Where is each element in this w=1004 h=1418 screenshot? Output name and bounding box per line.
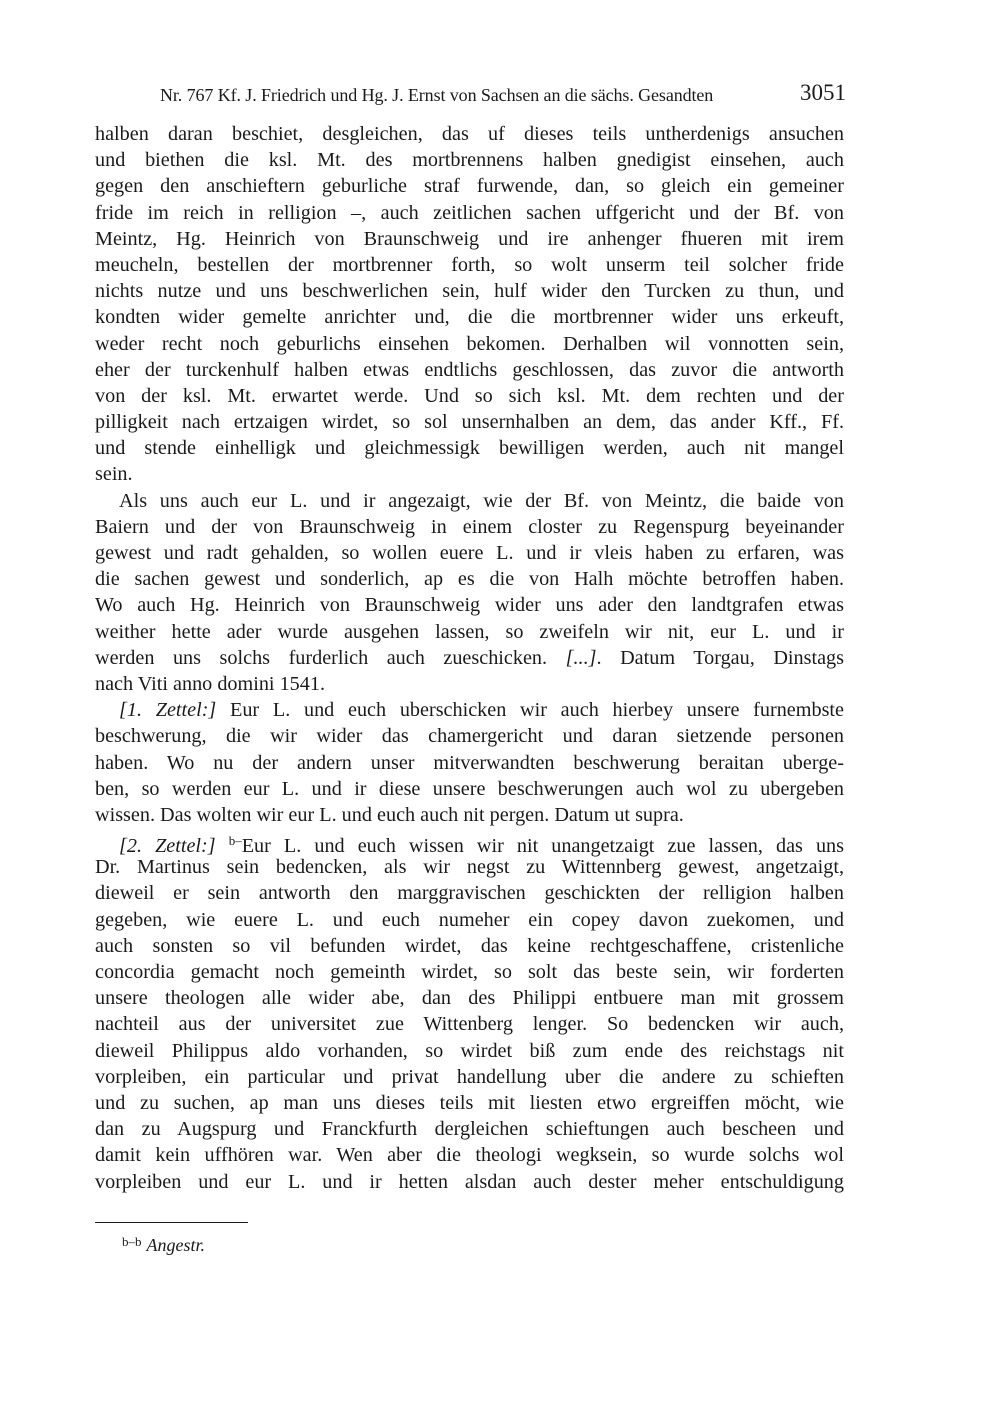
text-line: nach Viti anno domini 1541.: [95, 672, 325, 695]
paragraph-1: [95, 121, 844, 488]
running-title: Nr. 767 Kf. J. Friedrich und Hg. J. Ernst von Sachsen an die sächs. Gesandten: [160, 85, 714, 105]
text-line: wissen. Das wolten wir eur L. und euch auch nit pergen. Datum ut supra.: [95, 803, 684, 826]
text-line: nichts nutze und uns beschwerlichen sein, hulf wider den Turcken zu thun, und: [95, 280, 844, 303]
text-line: die sachen gewest und sonderlich, ap es die von Halh möchte betroffen haben.: [95, 568, 844, 591]
text-line: sein.: [95, 463, 133, 486]
text-line: Als uns auch eur L. und ir angezaigt, wie der Bf. von Meintz, die baide von: [119, 489, 844, 512]
text-line: pilligkeit nach ertzaigen wirdet, so sol unsernhalben an dem, das ander Kff., Ff.: [95, 411, 844, 434]
text-line: ben, so werden eur L. und ir diese unsere beschwerungen auch wol zu ubergeben: [95, 777, 844, 800]
zettel-label: [1. Zettel:]: [119, 699, 217, 722]
paragraph-zettel-1: [95, 697, 844, 828]
text-line: [95, 697, 844, 723]
text-line: beschwerung, die wir wider das chamergericht und daran sietzende personen: [95, 725, 844, 748]
text-line: dieweil Philippus aldo vorhanden, so wirdet biß zum ende des reichstags nit: [95, 1039, 844, 1062]
text-line: Baiern und der von Braunschweig in einem closter zu Regenspurg beyeinander: [95, 515, 844, 538]
text-line: und biethen die ksl. Mt. des mortbrennens halben gnedigist einsehen, auch: [95, 149, 844, 172]
text-line: gewest und radt gehalden, so wollen euere L. und ir vleis haben zu erfaren, was: [95, 542, 844, 564]
text-segment: Eur L. und euch uberschicken wir auch hierbey unsere furnembste: [216, 699, 844, 722]
text-line: vorpleiben, ein particular und privat handellung uber die andere zu schieften: [95, 1065, 844, 1088]
text-line: [95, 645, 844, 671]
text-line: weder recht noch geburlichs einsehen bekomen. Derhalben wil vonnotten sein,: [95, 332, 844, 355]
text-line: Meintz, Hg. Heinrich von Braunschweig und ire anhenger fhueren mit irem: [95, 227, 844, 250]
footnote-mark: b–b: [122, 1234, 142, 1249]
editorial-omission: [...]: [565, 646, 597, 669]
text-line: und stende einhelligk und gleichmessigk bewilligen werden, auch nit mangel: [95, 437, 844, 460]
text-line: fride im reich in relligion –, auch zeitlichen sachen uffgericht und der Bf. von: [95, 201, 844, 224]
text-line: von der ksl. Mt. erwartet werde. Und so sich ksl. Mt. dem rechten und der: [95, 384, 844, 407]
text-line: nachteil aus der universitet zue Wittenberg lenger. So bedencken wir auch,: [95, 1013, 844, 1036]
main-text: [95, 121, 844, 1195]
text-line: concordia gemacht noch gemeinth wirdet, so solt das beste sein, wir forderten: [95, 961, 844, 983]
page-number: 3051: [800, 80, 846, 105]
text-line: unsere theologen alle wider abe, dan des Philippi entbuere man mit grossem: [95, 987, 844, 1010]
text-segment: werden uns solchs furderlich auch zueschicken.: [95, 646, 566, 669]
footnote-separator: [95, 1222, 248, 1223]
text-line: damit kein uffhören war. Wen aber die theologi wegksein, so wurde solchs wol: [95, 1144, 844, 1167]
text-segment: Eur L. und euch wissen wir nit unangetzaigt zue lassen, das uns: [241, 835, 845, 858]
footnote-text: Angestr.: [146, 1235, 205, 1255]
text-line: und zu suchen, ap man uns dieses teils mit liesten etwo ergreiffen möcht, wie: [95, 1091, 844, 1114]
text-segment: . Datum Torgau, Dinstags: [596, 646, 844, 669]
text-line: gegeben, wie euere L. und euch numeher ein copey davon zuekomen, und: [95, 908, 844, 931]
text-line: eher der turckenhulf halben etwas endtlichs geschlossen, das zuvor die antworth: [95, 358, 844, 381]
text-line: dieweil er sein antworth den marggravischen geschickten der relligion halben: [95, 882, 844, 905]
text-line: haben. Wo nu der andern unser mitverwandten beschwerung beraitan uberge-: [95, 751, 844, 774]
text-line: Dr. Martinus sein bedencken, als wir negst zu Wittennberg gewest, angetzaigt,: [95, 856, 844, 879]
running-header: [160, 78, 846, 108]
text-line: vorpleiben und eur L. und ir hetten alsdan auch dester meher entschuldigung: [95, 1170, 844, 1193]
text-line: kondten wider gemelte anrichter und, die die mortbrenner wider uns erkeuft,: [95, 306, 844, 329]
text-line: gegen den anschieftern geburliche straf furwende, dan, so gleich ein gemeiner: [95, 175, 844, 198]
text-line: halben daran beschiet, desgleichen, das uf dieses teils untherdenigs ansuchen: [95, 123, 844, 145]
text-line: [95, 828, 845, 858]
text-line: dan zu Augspurg und Franckfurth dergleichen schieftungen auch bescheen und: [95, 1118, 844, 1141]
footnote: [122, 1230, 205, 1257]
zettel-label: [2. Zettel:]: [119, 835, 216, 858]
footnote-reference[interactable]: b–: [228, 833, 242, 849]
text-line: auch sonsten so vil befunden wirdet, das keine rechtgeschaffene, cristenliche: [95, 934, 844, 957]
paragraph-zettel-2: [95, 828, 844, 1195]
text-line: Wo auch Hg. Heinrich von Braunschweig wider uns ader den landtgrafen etwas: [95, 594, 844, 617]
text-line: meucheln, bestellen der mortbrenner forth, so wolt unserm teil solcher fride: [95, 253, 844, 276]
paragraph-2: [95, 488, 844, 698]
text-line: weither hette ader wurde ausgehen lassen, so zweifeln wir nit, eur L. und ir: [95, 620, 844, 643]
